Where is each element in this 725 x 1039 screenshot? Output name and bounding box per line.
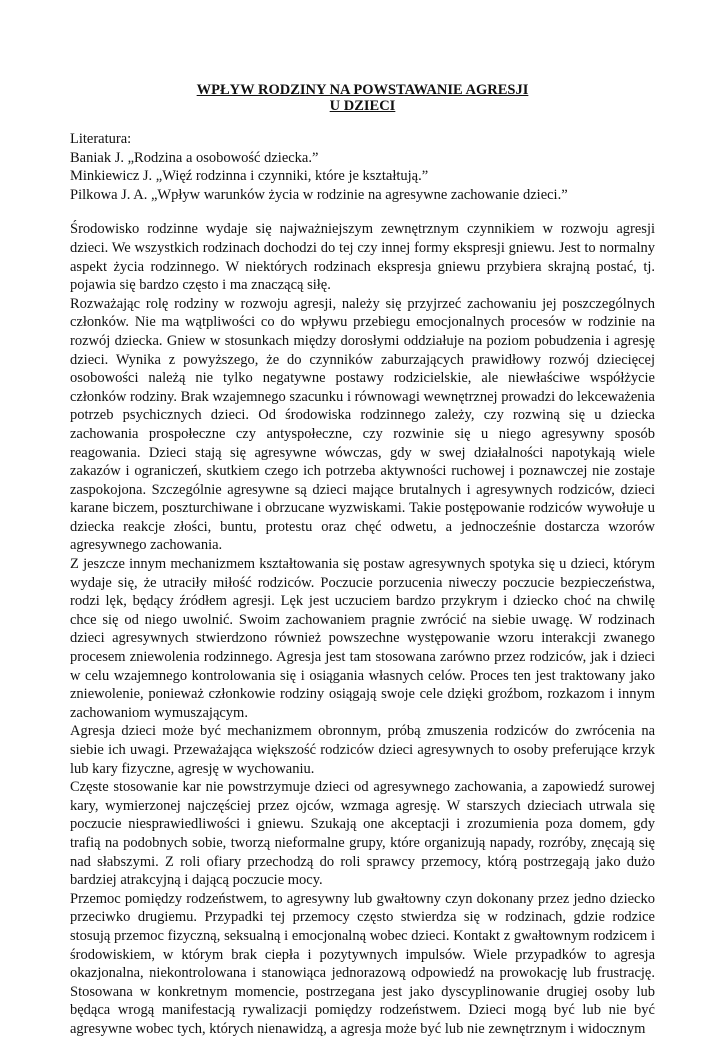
title-line-1: WPŁYW RODZINY NA POWSTAWANIE AGRESJI [196, 82, 529, 98]
title-line-2: U DZIECI [329, 98, 396, 114]
literature-heading: Literatura: [70, 131, 132, 147]
paragraph: Rozważając rolę rodziny w rozwoju agresji, należy się przyjrzeć zachowaniu jej poszczególnych członków. Nie ma wątpliwości co do wpływu przebiegu emocjonalnych procesów w rodzinie na rozwój dziecka. Gniew w stosunkach między dorosłymi oddziałuje na poziom pobudzenia i agresję dzieci. Wynika z powyższego, że do czynników zaburzających prawidłowy rozwój dziecięcej osobowości należą nie tylko negatywne postawy rodzicielskie, ale niewłaściwe współżycie członków rodziny. Brak wzajemnego szacunku i równowagi wewnętrznej prowadzi do lekceważenia potrzeb psychicznych dzieci. Od środowiska rodzinnego zależy, czy rozwiną się u dziecka zachowania prospołeczne czy antyspołeczne, czy rozwinie się u niego agresywny sposób reagowania. Dzieci stają się agresywne wówczas, gdy w swej działalności napotykają wiele zakazów i ograniczeń, skutkiem czego ich potrzeba aktywności ruchowej i poznawczej nie zostaje zaspokojona. Szczególnie agresywne są dzieci mające brutalnych i agresywnych rodziców, dzieci karane biczem, poszturchiwane i obrzucane wyzwiskami. Takie postępowanie rodziców wywołuje u dziecka reakcje złości, buntu, protestu oraz chęć odwetu, a jednocześnie dostarcza wzorów agresywnego zachowania. [70, 295, 655, 554]
literature-item: Pilkowa J. A. „Wpływ warunków życia w rodzinie na agresywne zachowanie dzieci.” [70, 186, 568, 203]
paragraph: Środowisko rodzinne wydaje się najważniejszym zewnętrznym czynnikiem w rozwoju agresji dzieci. We wszystkich rodzinach dochodzi do tej czy innej formy ekspresji gniewu. Jest to normalny aspekt życia rodzinnego. W niektórych rodzinach ekspresja gniewu przybiera skrajną postać, tj. pojawia się bardzo często i ma znaczącą siłę. [70, 221, 655, 294]
literature-item: Minkiewicz J. „Więź rodzinna i czynniki, które je kształtują.” [70, 168, 429, 185]
paragraph: Przemoc pomiędzy rodzeństwem, to agresywny lub gwałtowny czyn dokonany przez jedno dziecko przeciwko drugiemu. Przypadki tej przemocy często stwierdza się w rodzinach, gdzie rodzice stosują przemoc fizyczną, seksualną i emocjonalną wobec dzieci. Kontakt z gwałtownym rodzicem i środowiskiem, w którym brak ciepła i pozytywnych impulsów. Wiele przypadków to agresja okazjonalna, niekontrolowana i stanowiąca jednorazową odpowiedź na prowokację lub frustrację. Stosowana w konkretnym momencie, postrzegana jest jako dyscyplinowanie drugiej osoby lub będąca wrogą manifestacją rywalizacji pomiędzy rodzeństwem. Dzieci mogą być lub nie być agresywne wobec tych, których nienawidzą, a agresja może być lub nie zewnętrznym i widocznym [70, 890, 655, 1037]
literature-item: Baniak J. „Rodzina a osobowość dziecka.” [70, 149, 319, 166]
paragraph: Z jeszcze innym mechanizmem kształtowania się postaw agresywnych spotyka się u dzieci, którym wydaje się, że utraciły miłość rodziców. Poczucie porzucenia niweczy poczucie bezpieczeństwa, rodzi lęk, będący źródłem agresji. Lęk jest uczuciem bardzo przykrym i dziecko choć na chwilę chce się od niego uwolnić. Swoim zachowaniem pragnie zwrócić na siebie uwagę. W rodzinach dzieci agresywnych stwierdzono również powszechne występowanie wzoru interakcji zwanego procesem zniewolenia rodzinnego. Agresja jest tam stosowana zarówno przez rodziców, jak i dzieci w celu wzajemnego kontrolowania się i osiągania własnych celów. Proces ten jest traktowany jako zniewolenie, ponieważ członkowie rodziny osiągają swoje cele dzięki groźbom, rozkazom i innym zachowaniom wymuszającym. [70, 556, 655, 721]
paragraph: Częste stosowanie kar nie powstrzymuje dzieci od agresywnego zachowania, a zapowiedź surowej kary, wymierzonej najczęściej przez ojców, wzmaga agresję. W starszych dzieciach utrwala się poczucie niesprawiedliwości i gniewu. Szukają one akceptacji i zrozumienia poza domem, gdy trafią na podobnych sobie, tworzą nieformalne grupy, które organizują napady, rozróby, znęcają się nad słabszymi. Z roli ofiary przechodzą do roli sprawcy przemocy, którą postrzegają jako dużo bardziej atrakcyjną i dającą poczucie mocy. [70, 779, 655, 889]
paragraph: Agresja dzieci może być mechanizmem obronnym, próbą zmuszenia rodziców do zwrócenia na siebie ich uwagi. Przeważająca większość rodziców dzieci agresywnych to osoby preferujące krzyk lub kary fizyczne, agresję w wychowaniu. [70, 723, 655, 777]
body-text [70, 220, 655, 1038]
literature-section [70, 130, 655, 204]
document-title [70, 82, 655, 114]
